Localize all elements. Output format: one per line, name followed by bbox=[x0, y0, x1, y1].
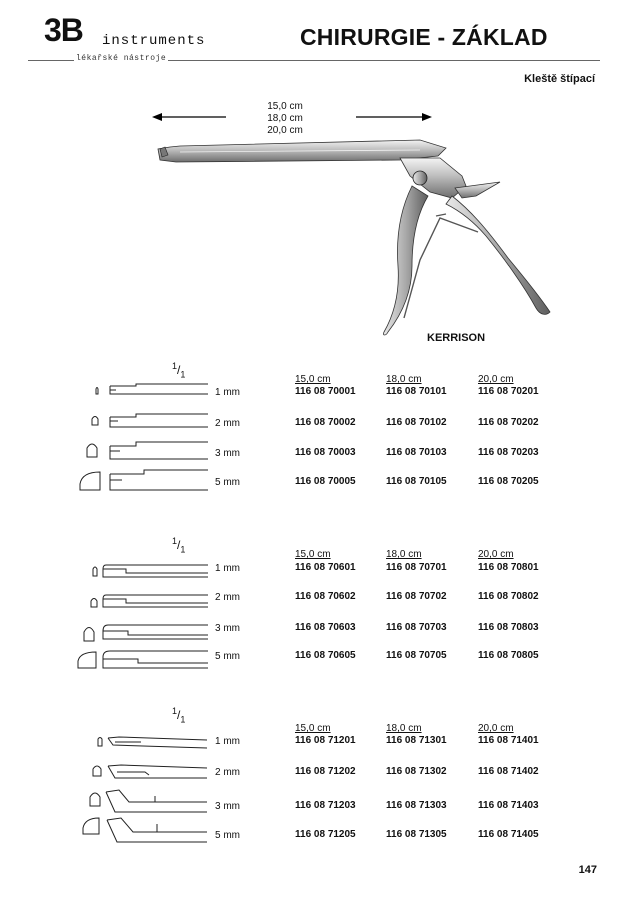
size-label: 2 mm bbox=[215, 592, 240, 603]
column-header: 18,0 cm bbox=[386, 723, 422, 734]
tip-profile-1mm bbox=[98, 737, 207, 748]
tip-profile-group-2 bbox=[70, 555, 210, 670]
tip-profile-1mm bbox=[93, 565, 208, 577]
tip-profile-5mm bbox=[80, 470, 208, 490]
article-code: 116 08 70003 bbox=[295, 447, 356, 458]
article-code: 116 08 70802 bbox=[478, 591, 539, 602]
category-subtitle: Kleště štípací bbox=[524, 73, 595, 85]
size-label: 3 mm bbox=[215, 623, 240, 634]
article-code: 116 08 70105 bbox=[386, 476, 447, 487]
size-label: 5 mm bbox=[215, 651, 240, 662]
logo-3b: 3B bbox=[44, 12, 83, 48]
article-code: 116 08 70803 bbox=[478, 622, 539, 633]
article-code: 116 08 70205 bbox=[478, 476, 539, 487]
tip-profile-3mm bbox=[90, 790, 207, 812]
article-code: 116 08 70805 bbox=[478, 650, 539, 661]
tip-profile-3mm bbox=[87, 442, 208, 459]
article-code: 116 08 70602 bbox=[295, 591, 356, 602]
article-code: 116 08 70005 bbox=[295, 476, 356, 487]
size-label: 5 mm bbox=[215, 477, 240, 488]
tip-profile-2mm bbox=[91, 595, 208, 607]
article-code: 116 08 71205 bbox=[295, 829, 356, 840]
article-code: 116 08 71203 bbox=[295, 800, 356, 811]
size-label: 3 mm bbox=[215, 801, 240, 812]
tip-profile-group-3 bbox=[75, 728, 210, 848]
logo-subtitle: lékařské nástroje bbox=[76, 54, 167, 63]
column-header: 15,0 cm bbox=[295, 549, 331, 560]
dimension-arrow-left bbox=[152, 113, 226, 121]
article-code: 116 08 71401 bbox=[478, 735, 539, 746]
article-code: 116 08 70701 bbox=[386, 562, 447, 573]
article-code: 116 08 70601 bbox=[295, 562, 356, 573]
column-header: 15,0 cm bbox=[295, 723, 331, 734]
pivot-screw-shape bbox=[413, 171, 427, 185]
column-header: 15,0 cm bbox=[295, 374, 331, 385]
tip-profile-2mm bbox=[92, 414, 208, 427]
column-header: 20,0 cm bbox=[478, 549, 514, 560]
page-number: 147 bbox=[578, 864, 597, 876]
article-code: 116 08 70703 bbox=[386, 622, 447, 633]
size-label: 1 mm bbox=[215, 736, 240, 747]
article-code: 116 08 70201 bbox=[478, 386, 539, 397]
tip-profile-5mm bbox=[83, 818, 207, 842]
article-code: 116 08 71202 bbox=[295, 766, 356, 777]
size-label: 2 mm bbox=[215, 418, 240, 429]
size-label: 3 mm bbox=[215, 448, 240, 459]
model-name: KERRISON bbox=[427, 332, 486, 344]
tip-profile-5mm bbox=[78, 651, 208, 668]
size-label: 1 mm bbox=[215, 387, 240, 398]
column-header: 20,0 cm bbox=[478, 723, 514, 734]
article-code: 116 08 71403 bbox=[478, 800, 539, 811]
article-code: 116 08 70603 bbox=[295, 622, 356, 633]
article-code: 116 08 70001 bbox=[295, 386, 356, 397]
article-code: 116 08 70101 bbox=[386, 386, 447, 397]
column-header: 18,0 cm bbox=[386, 549, 422, 560]
article-code: 116 08 70103 bbox=[386, 447, 447, 458]
article-code: 116 08 71302 bbox=[386, 766, 447, 777]
length-option: 18,0 cm bbox=[267, 113, 303, 124]
scale-fraction: $^1/_1$ bbox=[172, 536, 186, 555]
article-code: 116 08 70002 bbox=[295, 417, 356, 428]
length-option: 20,0 cm bbox=[267, 125, 303, 136]
scale-fraction: $^1/_1$ bbox=[172, 361, 186, 380]
article-code: 116 08 70705 bbox=[386, 650, 447, 661]
logo-instruments: instruments bbox=[102, 33, 206, 49]
article-code: 116 08 71402 bbox=[478, 766, 539, 777]
tip-profile-3mm bbox=[84, 625, 208, 641]
length-option: 15,0 cm bbox=[267, 101, 303, 112]
page-title: CHIRURGIE - ZÁKLAD bbox=[300, 24, 548, 50]
size-label: 1 mm bbox=[215, 563, 240, 574]
article-code: 116 08 71301 bbox=[386, 735, 447, 746]
column-header: 20,0 cm bbox=[478, 374, 514, 385]
article-code: 116 08 71305 bbox=[386, 829, 447, 840]
rear-handle-shape bbox=[446, 196, 550, 314]
article-code: 116 08 70102 bbox=[386, 417, 447, 428]
article-code: 116 08 70203 bbox=[478, 447, 539, 458]
article-code: 116 08 70605 bbox=[295, 650, 356, 661]
article-code: 116 08 70702 bbox=[386, 591, 447, 602]
dimension-arrow-right bbox=[356, 113, 432, 121]
tip-profile-2mm bbox=[93, 765, 207, 778]
tip-profile-1mm bbox=[96, 384, 208, 394]
column-header: 18,0 cm bbox=[386, 374, 422, 385]
kerrison-rongeur-illustration bbox=[0, 0, 628, 360]
size-label: 5 mm bbox=[215, 830, 240, 841]
article-code: 116 08 71303 bbox=[386, 800, 447, 811]
article-code: 116 08 71201 bbox=[295, 735, 356, 746]
article-code: 116 08 71405 bbox=[478, 829, 539, 840]
tip-profile-group-1 bbox=[70, 380, 210, 495]
scale-fraction: $^1/_1$ bbox=[172, 706, 186, 725]
article-code: 116 08 70801 bbox=[478, 562, 539, 573]
article-code: 116 08 70202 bbox=[478, 417, 539, 428]
size-label: 2 mm bbox=[215, 767, 240, 778]
